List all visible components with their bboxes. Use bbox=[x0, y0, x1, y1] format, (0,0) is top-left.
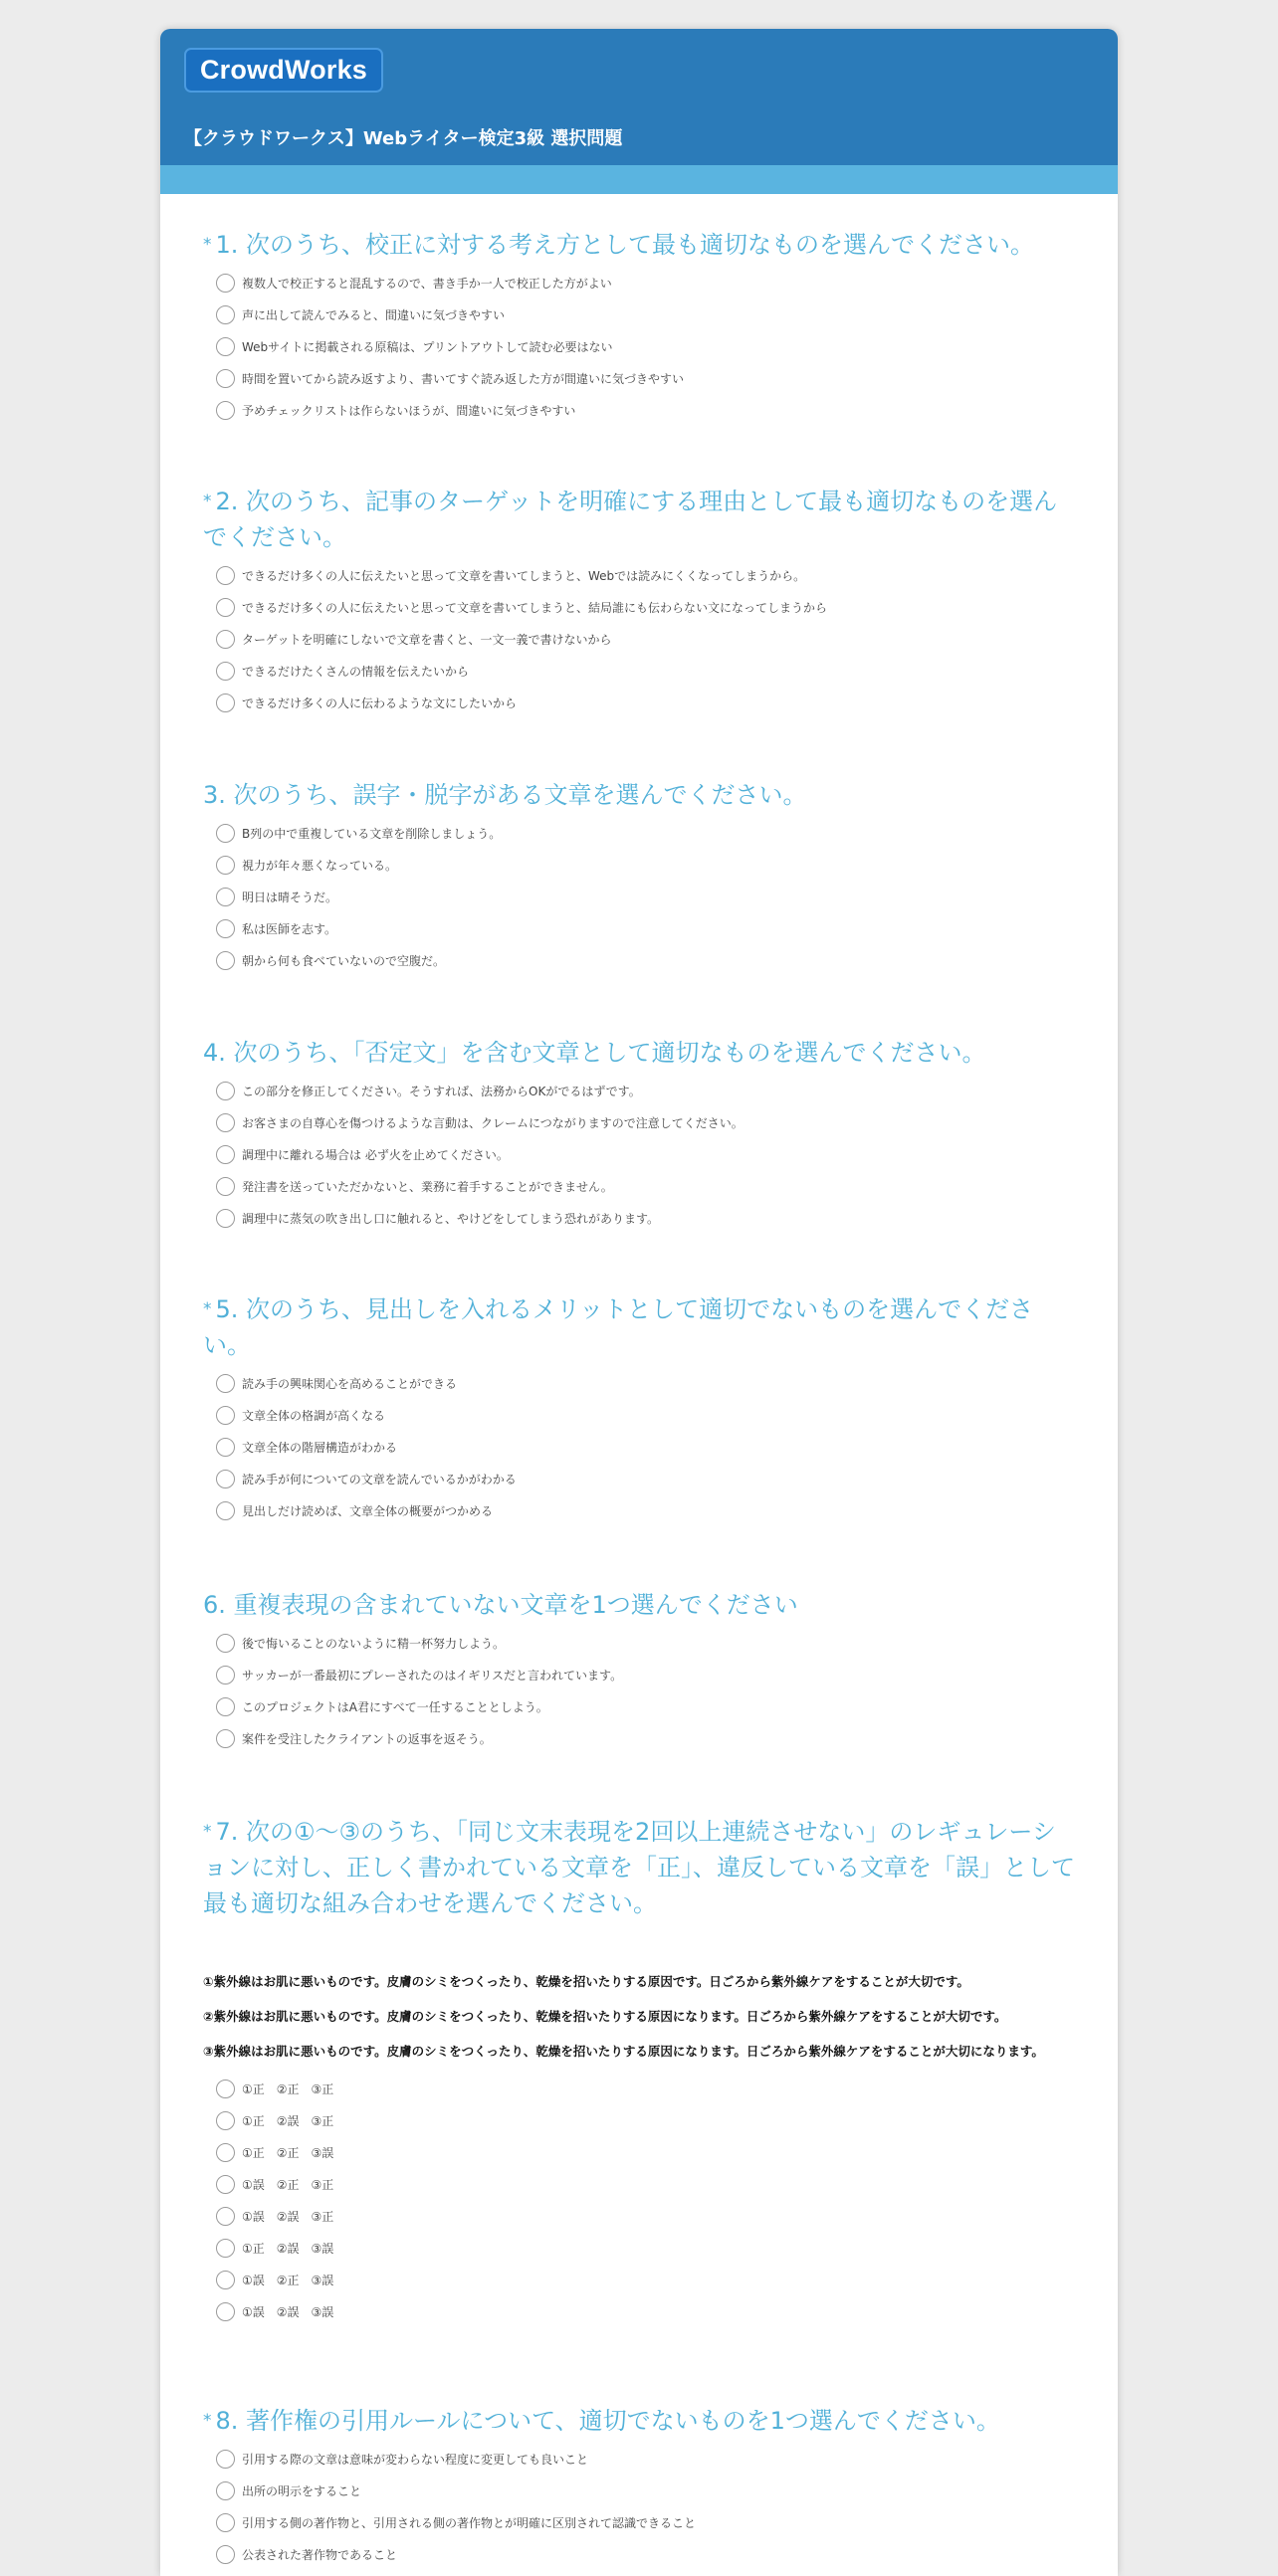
radio-button[interactable] bbox=[216, 2080, 235, 2098]
radio-button[interactable] bbox=[216, 1209, 235, 1228]
statement: ①紫外線はお肌に悪いものです。皮膚のシミをつくったり、乾燥を招いたりする原因です。日ごろから紫外線ケアをすることが大切です。 bbox=[203, 1974, 969, 1989]
question-8 bbox=[203, 2403, 1079, 2570]
radio-button[interactable] bbox=[216, 2545, 235, 2564]
radio-button[interactable] bbox=[216, 566, 235, 585]
radio-option[interactable] bbox=[203, 1463, 1079, 1494]
question-text: 8. 著作権の引用ルールについて、適切でないものを1つ選んでください。 bbox=[215, 2407, 1000, 2435]
radio-option[interactable] bbox=[203, 944, 1079, 976]
radio-option[interactable] bbox=[203, 2443, 1079, 2475]
option-label: ①正 ②誤 ③誤 bbox=[242, 2241, 334, 2256]
radio-button[interactable] bbox=[216, 1634, 235, 1653]
radio-button[interactable] bbox=[216, 369, 235, 388]
question-text: 2. 次のうち、記事のターゲットを明確にする理由として最も適切なものを選んでください。 bbox=[203, 488, 1058, 551]
question-text: 3. 次のうち、誤字・脱字がある文章を選んでください。 bbox=[203, 781, 807, 809]
question-text: 4. 次のうち、「否定文」を含む文章として適切なものを選んでください。 bbox=[203, 1039, 986, 1067]
required-mark: * bbox=[203, 1299, 212, 1319]
radio-option[interactable] bbox=[203, 1627, 1079, 1659]
radio-option[interactable] bbox=[203, 912, 1079, 944]
option-label: 視力が年々悪くなっている。 bbox=[242, 858, 398, 873]
radio-option[interactable] bbox=[203, 330, 1079, 362]
required-mark: * bbox=[203, 1822, 212, 1842]
radio-option[interactable] bbox=[203, 267, 1079, 298]
question-title bbox=[203, 1814, 1079, 1921]
question-title bbox=[203, 777, 1079, 813]
question-6 bbox=[203, 1587, 1079, 1754]
required-mark: * bbox=[203, 2411, 212, 2431]
option-label: 予めチェックリストは作らないほうが、間違いに気づきやすい bbox=[242, 403, 576, 418]
radio-option[interactable] bbox=[203, 2264, 1079, 2295]
option-label: B列の中で重複している文章を削除しましょう。 bbox=[242, 826, 502, 841]
header-strip bbox=[160, 165, 1118, 194]
radio-button[interactable] bbox=[216, 2450, 235, 2469]
radio-option[interactable] bbox=[203, 1075, 1079, 1106]
option-label: 明日は晴そうだ。 bbox=[242, 890, 338, 904]
radio-option[interactable] bbox=[203, 1431, 1079, 1463]
radio-option[interactable] bbox=[203, 559, 1079, 591]
radio-option[interactable] bbox=[203, 1170, 1079, 1202]
radio-option[interactable] bbox=[203, 1399, 1079, 1431]
question-5 bbox=[203, 1291, 1079, 1526]
radio-button[interactable] bbox=[216, 2239, 235, 2258]
radio-button[interactable] bbox=[216, 1438, 235, 1457]
option-label: 調理中に離れる場合は 必ず火を止めてください。 bbox=[242, 1147, 509, 1162]
option-label: ①誤 ②正 ③正 bbox=[242, 2177, 334, 2192]
option-label: ターゲットを明確にしないで文章を書くと、一文一義で書けないから bbox=[242, 632, 612, 647]
option-label: 調理中に蒸気の吹き出し口に触れると、やけどをしてしまう恐れがあります。 bbox=[242, 1211, 660, 1226]
option-label: この部分を修正してください。そうすれば、法務からOKがでるはずです。 bbox=[242, 1084, 641, 1098]
radio-button[interactable] bbox=[216, 919, 235, 938]
radio-button[interactable] bbox=[216, 1406, 235, 1425]
radio-button[interactable] bbox=[216, 1145, 235, 1164]
question-2 bbox=[203, 484, 1079, 718]
form-header bbox=[160, 29, 1118, 165]
radio-option[interactable] bbox=[203, 2200, 1079, 2232]
radio-option[interactable] bbox=[203, 1138, 1079, 1170]
radio-button[interactable] bbox=[216, 2481, 235, 2500]
option-label: お客さまの自尊心を傷つけるような言動は、クレームにつながりますので注意してください。 bbox=[242, 1115, 744, 1130]
radio-button[interactable] bbox=[216, 694, 235, 712]
radio-option[interactable] bbox=[203, 817, 1079, 849]
option-label: ①誤 ②正 ③誤 bbox=[242, 2273, 334, 2287]
statement: ②紫外線はお肌に悪いものです。皮膚のシミをつくったり、乾燥を招いたりする原因になります。日ごろから紫外線ケアをすることが大切です。 bbox=[203, 2009, 1007, 2024]
radio-option[interactable] bbox=[203, 2506, 1079, 2538]
radio-button[interactable] bbox=[216, 337, 235, 356]
radio-option[interactable] bbox=[203, 1367, 1079, 1399]
radio-button[interactable] bbox=[216, 2111, 235, 2130]
question-title bbox=[203, 1035, 1079, 1071]
radio-button[interactable] bbox=[216, 274, 235, 293]
question-4 bbox=[203, 1035, 1079, 1234]
question-3 bbox=[203, 777, 1079, 976]
radio-button[interactable] bbox=[216, 1177, 235, 1196]
option-label: Webサイトに掲載される原稿は、プリントアウトして読む必要はない bbox=[242, 339, 613, 354]
option-label: 後で悔いることのないように精一杯努力しよう。 bbox=[242, 1636, 506, 1651]
radio-option[interactable] bbox=[203, 687, 1079, 718]
option-label: 文章全体の格調が高くなる bbox=[242, 1408, 386, 1423]
radio-option[interactable] bbox=[203, 1202, 1079, 1234]
radio-button[interactable] bbox=[216, 2271, 235, 2289]
required-mark: * bbox=[203, 492, 212, 511]
radio-option[interactable] bbox=[203, 298, 1079, 330]
option-label: 案件を受注したクライアントの返事を返そう。 bbox=[242, 1731, 492, 1746]
radio-button[interactable] bbox=[216, 630, 235, 649]
form-title: 【クラウドワークス】Webライター検定3級 選択問題 bbox=[184, 128, 623, 149]
radio-button[interactable] bbox=[216, 1113, 235, 1132]
required-mark: * bbox=[203, 235, 212, 255]
statement: ③紫外線はお肌に悪いものです。皮膚のシミをつくったり、乾燥を招いたりする原因になります。日ごろから紫外線ケアをすることが大切になります。 bbox=[203, 2044, 1044, 2059]
radio-button[interactable] bbox=[216, 1666, 235, 1684]
radio-button[interactable] bbox=[216, 1470, 235, 1488]
option-label: できるだけ多くの人に伝えたいと思って文章を書いてしまうと、結局誰にも伝わらない文になってしまうから bbox=[242, 600, 828, 615]
radio-option[interactable] bbox=[203, 623, 1079, 655]
radio-option[interactable] bbox=[203, 2475, 1079, 2506]
radio-option[interactable] bbox=[203, 655, 1079, 687]
option-label: 読み手の興味関心を高めることができる bbox=[242, 1376, 458, 1391]
radio-button[interactable] bbox=[216, 2302, 235, 2321]
radio-button[interactable] bbox=[216, 598, 235, 617]
statement-list bbox=[203, 1964, 1079, 2069]
radio-button[interactable] bbox=[216, 1501, 235, 1520]
radio-button[interactable] bbox=[216, 305, 235, 324]
radio-option[interactable] bbox=[203, 1722, 1079, 1754]
radio-option[interactable] bbox=[203, 2538, 1079, 2570]
option-label: 引用する側の著作物と、引用される側の著作物とが明確に区別されて認識できること bbox=[242, 2515, 697, 2530]
option-label: 私は医師を志す。 bbox=[242, 921, 337, 936]
radio-option[interactable] bbox=[203, 1494, 1079, 1526]
question-1 bbox=[203, 227, 1079, 426]
radio-option[interactable] bbox=[203, 2232, 1079, 2264]
option-label: 出所の明示をすること bbox=[242, 2483, 362, 2498]
radio-button[interactable] bbox=[216, 1082, 235, 1100]
option-label: 時間を置いてから読み返すより、書いてすぐ読み返した方が間違いに気づきやすい bbox=[242, 371, 685, 386]
option-label: できるだけ多くの人に伝えたいと思って文章を書いてしまうと、Webでは読みにくくなってしまうから。 bbox=[242, 568, 806, 583]
question-title bbox=[203, 484, 1079, 555]
radio-option[interactable] bbox=[203, 591, 1079, 623]
radio-button[interactable] bbox=[216, 824, 235, 843]
option-label: ①正 ②正 ③正 bbox=[242, 2081, 334, 2096]
radio-option[interactable] bbox=[203, 1659, 1079, 1690]
radio-option[interactable] bbox=[203, 2073, 1079, 2104]
form-card bbox=[160, 29, 1118, 2576]
radio-button[interactable] bbox=[216, 951, 235, 970]
radio-button[interactable] bbox=[216, 2513, 235, 2532]
option-label: サッカーが一番最初にプレーされたのはイギリスだと言われています。 bbox=[242, 1668, 623, 1683]
option-label: できるだけたくさんの情報を伝えたいから bbox=[242, 664, 470, 679]
radio-button[interactable] bbox=[216, 2143, 235, 2162]
crowdworks-logo: CrowdWorks bbox=[184, 48, 383, 93]
option-label: ①誤 ②誤 ③正 bbox=[242, 2209, 334, 2224]
radio-button[interactable] bbox=[216, 1697, 235, 1716]
option-label: 見出しだけ読めば、文章全体の概要がつかめる bbox=[242, 1503, 494, 1518]
option-label: 文章全体の階層構造がわかる bbox=[242, 1440, 398, 1455]
option-label: ①正 ②誤 ③正 bbox=[242, 2113, 334, 2128]
radio-button[interactable] bbox=[216, 401, 235, 420]
option-label: 引用する際の文章は意味が変わらない程度に変更しても良いこと bbox=[242, 2452, 589, 2467]
radio-button[interactable] bbox=[216, 888, 235, 906]
option-label: できるだけ多くの人に伝わるような文にしたいから bbox=[242, 695, 518, 710]
option-label: 朝から何も食べていないので空腹だ。 bbox=[242, 953, 446, 968]
question-text: 5. 次のうち、見出しを入れるメリットとして適切でないものを選んでください。 bbox=[203, 1295, 1034, 1359]
option-label: 複数人で校正すると混乱するので、書き手か一人で校正した方がよい bbox=[242, 276, 612, 291]
radio-option[interactable] bbox=[203, 1690, 1079, 1722]
radio-option[interactable] bbox=[203, 2136, 1079, 2168]
option-label: 発注書を送っていただかないと、業務に着手することができません。 bbox=[242, 1179, 613, 1194]
question-text: 7. 次の①～③のうち、「同じ文末表現を2回以上連続させない」のレギュレーションに対し、正しく書かれている文章を「正」、違反している文章を「誤」として最も適切な組み合わせを選んでください。 bbox=[203, 1818, 1075, 1917]
question-7 bbox=[203, 1814, 1079, 2327]
option-label: 公表された著作物であること bbox=[242, 2547, 398, 2562]
radio-option[interactable] bbox=[203, 1106, 1079, 1138]
radio-option[interactable] bbox=[203, 2104, 1079, 2136]
radio-option[interactable] bbox=[203, 362, 1079, 394]
radio-option[interactable] bbox=[203, 849, 1079, 881]
radio-option[interactable] bbox=[203, 2295, 1079, 2327]
question-text: 1. 次のうち、校正に対する考え方として最も適切なものを選んでください。 bbox=[215, 231, 1035, 259]
radio-button[interactable] bbox=[216, 856, 235, 875]
question-text: 6. 重複表現の含まれていない文章を1つ選んでください bbox=[203, 1591, 798, 1619]
option-label: 読み手が何についての文章を読んでいるかがわかる bbox=[242, 1472, 517, 1486]
option-label: このプロジェクトはA君にすべて一任することとしよう。 bbox=[242, 1699, 548, 1714]
question-title bbox=[203, 1291, 1079, 1363]
radio-option[interactable] bbox=[203, 2168, 1079, 2200]
radio-button[interactable] bbox=[216, 1729, 235, 1748]
radio-button[interactable] bbox=[216, 1374, 235, 1393]
radio-option[interactable] bbox=[203, 394, 1079, 426]
radio-button[interactable] bbox=[216, 662, 235, 681]
question-title bbox=[203, 227, 1079, 263]
question-title bbox=[203, 1587, 1079, 1623]
radio-option[interactable] bbox=[203, 881, 1079, 912]
question-title bbox=[203, 2403, 1079, 2439]
option-label: ①誤 ②誤 ③誤 bbox=[242, 2304, 334, 2319]
option-label: ①正 ②正 ③誤 bbox=[242, 2145, 334, 2160]
option-label: 声に出して読んでみると、間違いに気づきやすい bbox=[242, 307, 506, 322]
radio-button[interactable] bbox=[216, 2175, 235, 2194]
radio-button[interactable] bbox=[216, 2207, 235, 2226]
